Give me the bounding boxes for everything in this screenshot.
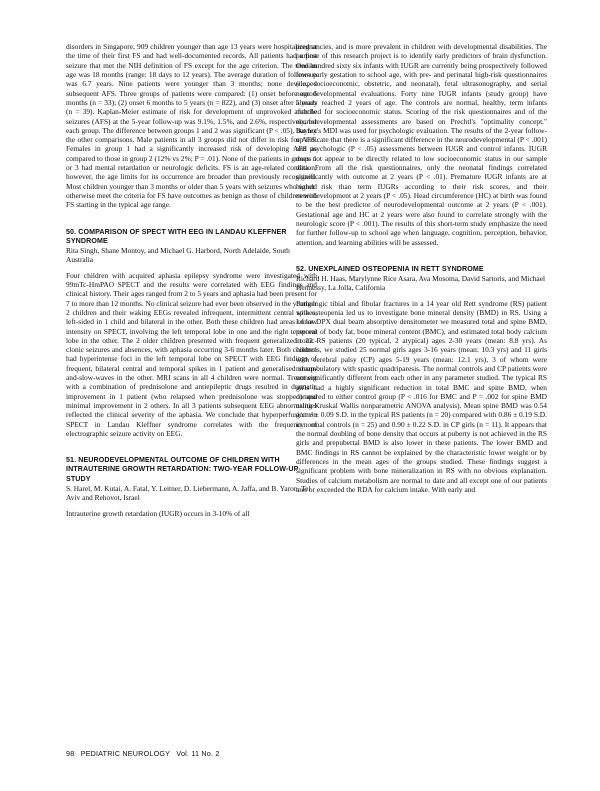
intro-paragraph: disorders in Singapore, 909 children younger than age 13 years were hospitalized at the time of their first FS and had well-documented records. All patients had a first seizure that met the NIH definition of FS except for the age criterion. The median age was 18 months (range: 18 days to 12 years). The average duration of follow-up was 6.7 years. Nine patients were younger than 3 months; none developed subsequent AFS. Three groups of patients were compared: (1) onset before age 6 months (n = 33); (2) onset 6 months to 5 years (n = 822), and (3) onset after 5 years (n = 39). Kaplan-Meier estimate of risk for development of unprovoked afebrile seizures (AFS) at the 5-year follow-up was 9.1%, 1.5%, and 2.6%, respectively, for each group. The difference between groups 1 and 2 was significant (P < .05), but not the other comparisons. Male patients in all 3 groups did not differ in risk for AFS. Females in group 1 had a significantly increased risk of developing AFS as compared to those in group 2 (12% vs 2%; P = .01). None of the patients in groups 1 or 3 had mental retardation or neurologic deficits. FS is an age-related condition; however, the age limits for its occurrence are broader than previously recognized. Most children younger than 3 months or older than 5 years with seizures who would otherwise meet the criteria for FS have outcomes as benign as those of children with FS starting in the typical age range. [66, 42, 317, 210]
journal-name: PEDIATRIC NEUROLOGY [80, 749, 171, 758]
article-title: 51. NEURODEVELOPMENTAL OUTCOME OF CHILDREN WITH INTRAUTERINE GROWTH RETARDATION: TWO-YEAR FOLLOW-UP STUDY [66, 456, 299, 483]
page-footer [66, 749, 224, 758]
right-column [296, 42, 547, 494]
article-51 [66, 456, 317, 518]
page-number: 98 [66, 749, 75, 758]
article-title: 52. UNEXPLAINED OSTEOPENIA IN RETT SYNDROME [296, 264, 484, 273]
article-body: Four children with acquired aphasia epilepsy syndrome were investigated with 99mTc-HmPAO SPECT and the results were correlated with EEG findings and clinical history. Their ages ranged from 2 to 5 years and aphasia had been present for 7 to more than 12 months. No clinical seizure had ever been observed in the younger 2 children and their waking EEGs revealed infrequent, intermittent central spikes, left-sided in 1 child and bilateral in the other. Both these children had areas of low intensity on SPECT, involving the left temporal lobe in one and the right temporal lobe in the other. The 2 older children presented with frequent generalized tonic-clonic seizures and absences, with aphasia occurring 3-6 months later. Both children had hyperintense foci in the left temporal lobe on SPECT with EEG findings of frequent, bilateral central and temporal spikes in 1 patient and generalised sharp-and-slow-waves in the other. MRI scans in all 4 children were normal. Treatment with a combination of prednisolone and antiepileptic drugs resulted in dramatic improvement in 1 patient (who relapsed when prednisolone was stopped) and minimal improvement in 2 others. In all 3 patients subsequent EEG abnormalities reflected the clinical severity of the aphasia. We conclude that hyperperfusion on SPECT in Landau Kleffner syndrome correlates with the frequency of electrographic seizure activity on EEG. [66, 270, 317, 438]
article-50 [66, 228, 317, 439]
article-title: 50. COMPARISON OF SPECT WITH EEG IN LANDAU KLEFFNER SYNDROME [66, 227, 287, 245]
continuation-paragraph: pregnancies, and is more prevalent in children with developmental disabilities. The purpose of this research project is to identify early predictors of brain dysfunction. One hundred sixty six infants with IUGR are currently being prospectively followed from early gestation to school age, with pre- and perinatal high-risk questionnaires (i.e., socioeconomic, obstetric, and neonatal), fetal ultrasonography, and serial neurodevelopmental evaluations. Forty nine IUGR infants (study group) have already reached 2 years of age. The controls are normal, healthy, term infants matched for socioeconomic status. Scoring of the risk questionnaires and of the neurodevelopmental assessments are based on Prechtl's "optimality concept." Bayley's MDI was used for psychologic evaluation. The results of the 2-year follow-up indicate that there is a significant difference in the neurodevelopmental (P < .001) and psychologic (P < .05) assessments between IUGR and control infants. IUGR does not appear to be directly related to low socioeconomic status in our sample data. From all the risk questionnaires, only the neonatal findings correlated significantly with outcome at 2 years (P < .01). Premature IUGR infants are at higher risk than term IUGRs according to their risk scores, and their neurodevelopment at 2 years (P < .05). Head circumference (HC) at birth was found to be the best predictor of neurodevelopmental outcome at 2 years (P < .001). Gestational age and HC at 2 years were also found to correlate strongly with the neurologic score (P < .001). The results of this short-term study emphasize the need for further follow-up to school age when language, cognition, perception, behavior, attention, and learning abilities will be assessed. [296, 42, 547, 247]
article-authors: Rita Singh, Shane Montoy, and Michael G. Harbord, North Adelaide, South Australia [66, 246, 290, 265]
article-body: Pathologic tibial and fibular fractures in a 14 year old Rett syndrome (RS) patient with osteopenia led us to investigate bone mineral density (BMD) in RS. Using a Lunar DPX dual beam absorptive densitometer we measured total and spine BMD, percent of body fat, bone mineral content (BMC), and estimated total body calcium in 22 RS patients (20 typical, 2 atypical) ages 2-30 years (mean: 8.8 yrs). As controls, we studied 25 normal girls ages 3-16 years (mean: 10.3 yrs) and 11 girls with cerebral palsy (CP) ages 5-19 years (mean: 12.1 yrs), 3 of whom were nonambulatory with spastic quadriparesis. The normal controls and CP patients were not significantly different from each other in any parameter studied. The typical RS girls had a highly significant reduction in total BMC and spine BMD, when compared to either control group (P < .016 for BMC and P = .002 for spine BMD using Kruskal Wallis nonparametric ANOVA analysis). Mean spine BMD was 0.54 g/cm² ± 0.09 S.D. in the typical RS patients (n = 20) compared with 0.86 ± 0.19 S.D. in normal controls (n = 25) and 0.90 ± 0.22 S.D. in CP girls (n = 11). It appears that the normal doubling of bone density that occurs at puberty is not achieved in the RS girls and prepubertal BMD is also lower in these patients. The lower BMD and BMC findings in RS cannot be explained by the characteristic lower weight or by differences in the mean ages of the groups studied. These findings suggest a significant problem with bone mineralization in RS with no obvious explanation. Studies of calcium metabolism are normal to date and all except one of our patients met or exceeded the RDA for calcium intake. With early and [296, 298, 547, 494]
article-authors: S. Harel, M. Kutai, A. Fatal, Y. Leitner, D. Liebermann, A. Jaffa, and B. Yaron, Tel Aviv and Rehovot, Israel [66, 483, 311, 503]
article-authors: Richard H. Haas, Marylynne Rice Asara, Ava Mosoma, David Sartoris, and Michael Hennessy, La Jolla, California [296, 274, 546, 293]
journal-volume: Vol. 11 No. 2 [176, 749, 220, 758]
left-column [66, 42, 317, 518]
article-body: Intrauterine growth retardation (IUGR) occurs in 3-10% of all [66, 508, 250, 518]
article-52 [296, 265, 547, 494]
